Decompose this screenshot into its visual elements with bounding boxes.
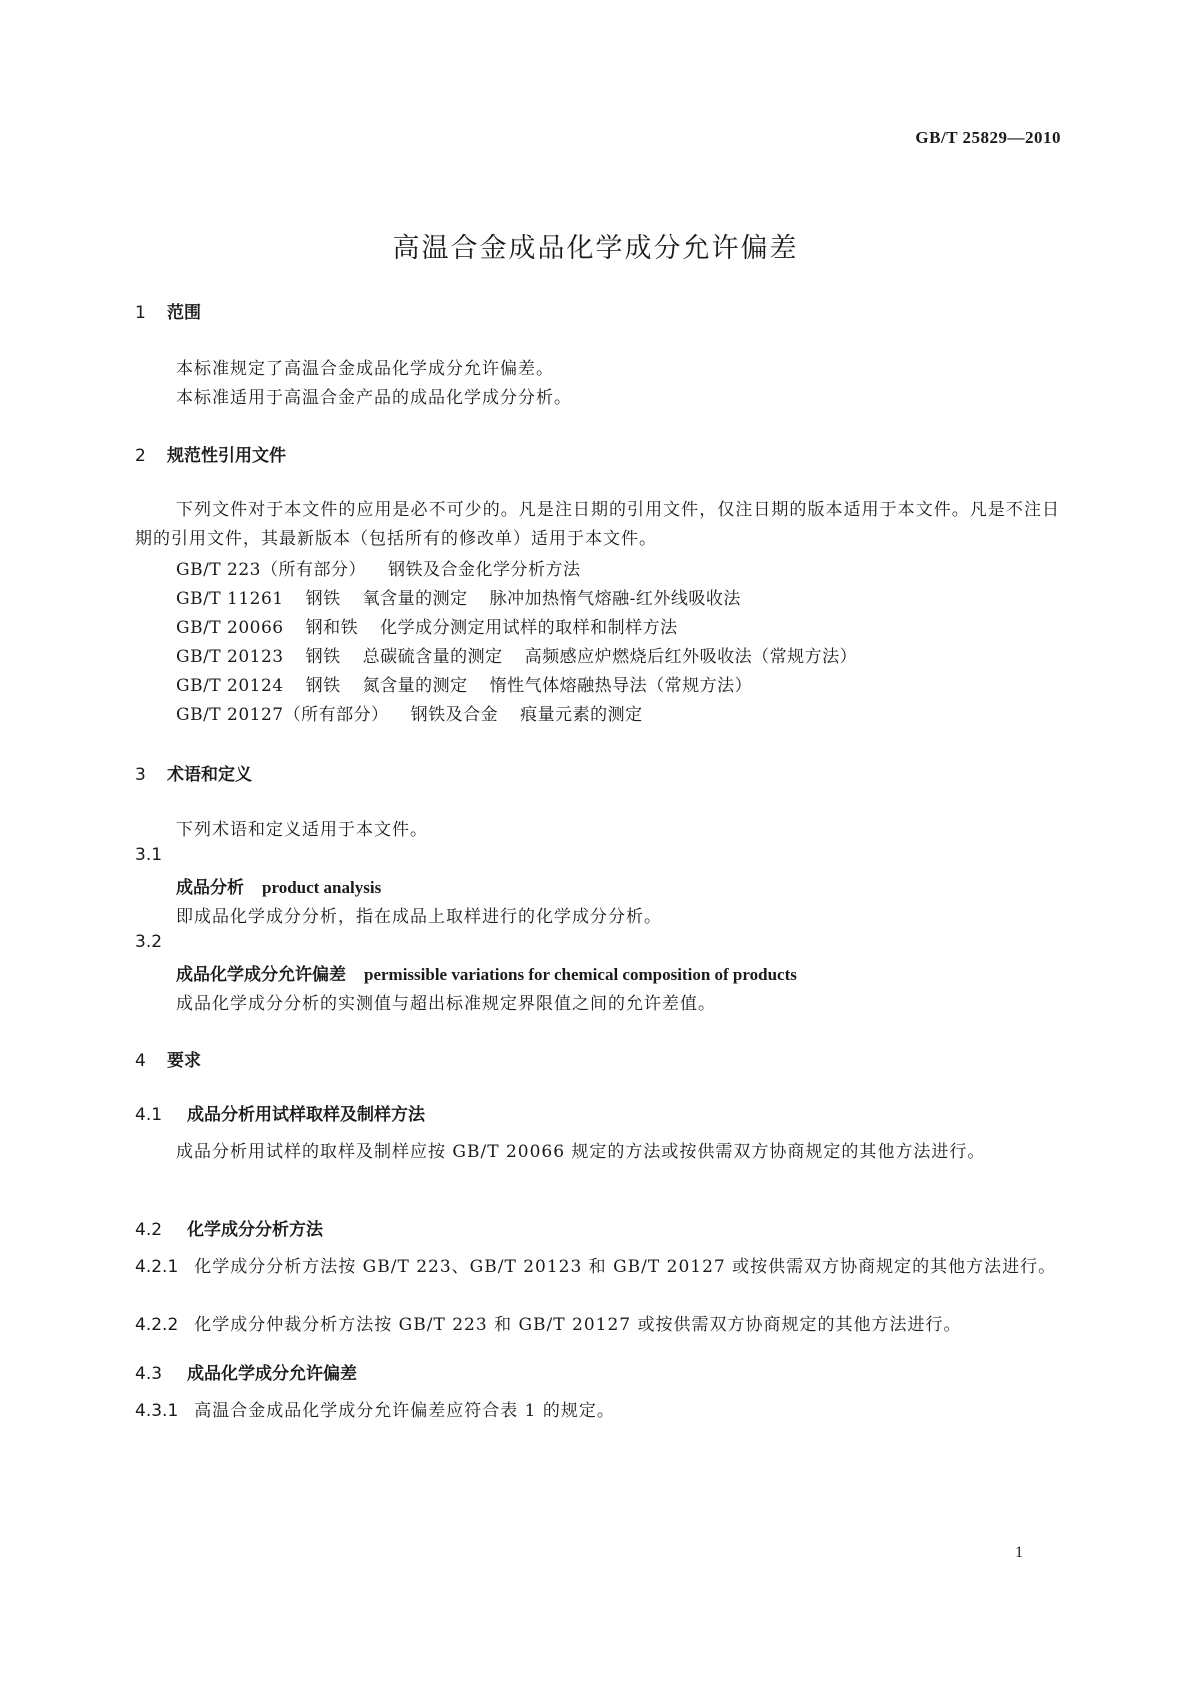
ref-title: 总碳硫含量的测定 [362,647,503,667]
clause-number: 4.2.1 [135,1257,179,1277]
subsection-number: 4.2 [135,1220,163,1240]
standard-number: GB/T 25829—2010 [915,128,1061,147]
reference-item [176,671,774,696]
subsection-4-1-heading [135,1100,425,1125]
term-entry [176,873,381,898]
section-title: 规范性引用文件 [167,446,286,466]
ref-title: 化学成分测定用试样的取样和制样方法 [380,618,678,638]
section-number: 2 [135,446,146,466]
reference-item [176,700,665,725]
ref-code: GB/T 223（所有部分） [176,560,366,580]
ref-title: 痕量元素的测定 [520,705,643,725]
clause-4-2-2 [135,1311,1060,1340]
clause-text: 化学成分仲裁分析方法按 GB/T 223 和 GB/T 20127 或按供需双方协商规定的其他方法进行。 [194,1315,962,1335]
page-number: 1 [1015,1544,1023,1561]
subsection-title: 成品分析用试样取样及制样方法 [187,1105,425,1125]
sampling-paragraph: 成品分析用试样的取样及制样应按 GB/T 20066 规定的方法或按供需双方协商规定的其他方法进行。 [176,1142,986,1162]
ref-title: 惰性气体熔融热导法（常规方法） [489,676,753,696]
scope-paragraph-1: 本标准规定了高温合金成品化学成分允许偏差。 [176,359,554,379]
subsection-number: 4.3 [135,1364,163,1384]
term-number: 3.2 [135,932,163,952]
subsection-4-2-heading [135,1215,323,1240]
ref-title: 钢铁 [305,676,341,696]
ref-code: GB/T 20127（所有部分） [176,705,389,725]
ref-code: GB/T 11261 [176,589,284,609]
section-1-heading [135,298,201,323]
section-number: 4 [135,1051,146,1071]
reference-item [176,613,700,638]
ref-title: 氮含量的测定 [362,676,468,696]
ref-title: 氧含量的测定 [362,589,468,609]
ref-title: 钢铁 [305,647,341,667]
ref-code: GB/T 20124 [176,676,284,696]
term-number: 3.1 [135,845,163,865]
subsection-title: 成品化学成分允许偏差 [187,1364,357,1384]
section-title: 范围 [167,303,201,323]
term-entry [176,960,797,985]
section-2-heading [135,441,286,466]
subsection-title: 化学成分分析方法 [187,1220,323,1240]
ref-code: GB/T 20123 [176,647,284,667]
clause-4-3-1 [135,1397,1060,1426]
references-intro: 下列文件对于本文件的应用是必不可少的。凡是注日期的引用文件，仅注日期的版本适用于本文件。凡是不注日期的引用文件，其最新版本（包括所有的修改单）适用于本文件。 [135,500,1060,549]
reference-item [176,584,763,609]
clause-text: 化学成分分析方法按 GB/T 223、GB/T 20123 和 GB/T 20127 或按供需双方协商规定的其他方法进行。 [194,1257,1057,1277]
document-title: 高温合金成品化学成分允许偏差 [392,233,799,264]
ref-title: 钢铁及合金 [410,705,499,725]
section-3-heading [135,760,252,785]
term-cn: 成品化学成分允许偏差 [176,965,346,985]
scope-paragraph-2: 本标准适用于高温合金产品的成品化学成分分析。 [176,388,572,408]
terms-intro: 下列术语和定义适用于本文件。 [176,820,428,840]
term-en: permissible variations for chemical composition of products [364,965,797,984]
section-title: 要求 [167,1051,201,1071]
ref-title: 钢铁及合金化学分析方法 [388,560,581,580]
term-definition: 即成品化学成分分析，指在成品上取样进行的化学成分分析。 [176,907,662,927]
ref-title: 高频感应炉燃烧后红外吸收法（常规方法） [524,647,858,667]
section-number: 1 [135,303,146,323]
subsection-4-3-heading [135,1359,357,1384]
term-cn: 成品分析 [176,878,244,898]
section-title: 术语和定义 [167,765,252,785]
ref-title: 钢铁 [305,589,341,609]
term-en: product analysis [262,878,382,897]
ref-code: GB/T 20066 [176,618,284,638]
clause-number: 4.3.1 [135,1401,179,1421]
subsection-number: 4.1 [135,1105,163,1125]
reference-item [176,642,879,667]
ref-title: 钢和铁 [305,618,359,638]
section-4-heading [135,1046,201,1071]
clause-4-2-1 [135,1253,1060,1282]
reference-item [176,555,603,580]
clause-number: 4.2.2 [135,1315,179,1335]
ref-title: 脉冲加热惰气熔融-红外线吸收法 [489,589,741,609]
term-definition: 成品化学成分分析的实测值与超出标准规定界限值之间的允许差值。 [176,994,716,1014]
section-number: 3 [135,765,146,785]
clause-text: 高温合金成品化学成分允许偏差应符合表 1 的规定。 [194,1401,615,1421]
